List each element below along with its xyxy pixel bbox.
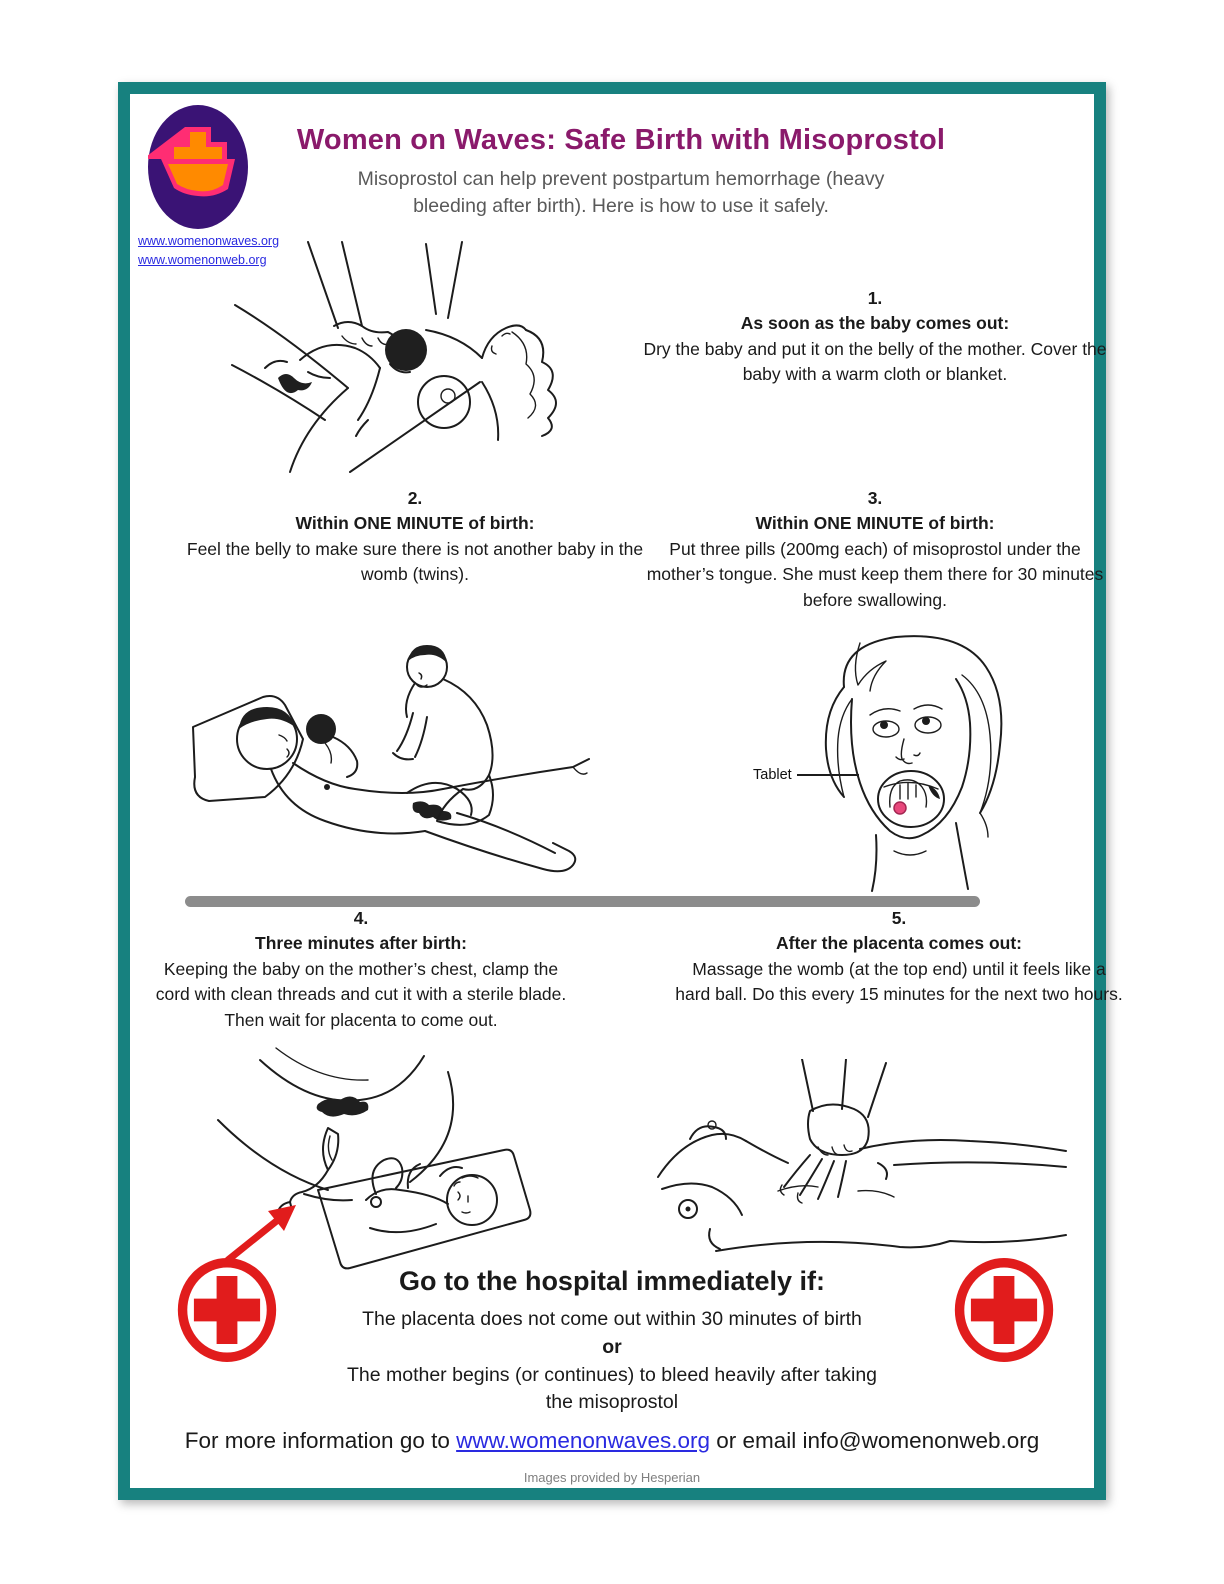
footer-prefix: For more information go to xyxy=(184,1428,457,1453)
red-cross-icon xyxy=(175,1254,279,1366)
page-subtitle xyxy=(266,166,976,221)
step-1-number: 1. xyxy=(867,288,883,308)
step-5-heading: After the placenta comes out: xyxy=(775,933,1023,954)
step-2-heading: Within ONE MINUTE of birth: xyxy=(295,513,535,534)
hospital-alert xyxy=(287,1262,937,1417)
step-5-body: Massage the womb (at the top end) until it feels like a hard ball. Do this every 15 minutes for the next two hours. xyxy=(675,958,1123,1005)
step-4-body: Keeping the baby on the mother’s chest, clamp the cord with clean threads and cut it with a sterile blade. Then wait for placenta to come out. xyxy=(155,958,567,1030)
step-2-number: 2. xyxy=(407,488,423,508)
illustration-massage-womb xyxy=(650,1059,1070,1254)
illustration-clamp-cord xyxy=(200,1042,540,1272)
link-womenonwaves[interactable]: www.womenonwaves.org xyxy=(138,234,280,248)
illustration-feel-belly xyxy=(175,617,600,892)
alert-line-2: The mother begins (or continues) to bleed heavily after taking xyxy=(346,1363,878,1386)
subtitle-line-1: Misoprostol can help prevent postpartum hemorrhage (heavy xyxy=(357,168,885,190)
step-3-number: 3. xyxy=(867,488,883,508)
alert-or: or xyxy=(602,1336,622,1359)
footer-suffix: or email info@womenonweb.org xyxy=(710,1428,1040,1453)
step-4-heading: Three minutes after birth: xyxy=(255,933,467,954)
red-cross-icon xyxy=(952,1254,1056,1366)
alert-line-1: The placenta does not come out within 30 minutes of birth xyxy=(362,1308,862,1331)
page-title: Women on Waves: Safe Birth with Misoprostol xyxy=(296,124,946,156)
flyer-page xyxy=(118,82,1123,1500)
step-3 xyxy=(638,486,1112,613)
step-1-body: Dry the baby and put it on the belly of the mother. Cover the baby with a warm cloth or blanket. xyxy=(643,338,1107,385)
step-3-body: Put three pills (200mg each) of misoprostol under the mother’s tongue. She must keep them there for 30 minutes before swallowing. xyxy=(646,538,1104,610)
illustration-baby-on-belly xyxy=(230,240,570,475)
tablet-label: Tablet xyxy=(753,767,792,783)
step-5-number: 5. xyxy=(891,908,907,928)
image-credit: Images provided by Hesperian xyxy=(523,1470,701,1485)
link-womenonweb[interactable]: www.womenonweb.org xyxy=(138,252,267,267)
step-3-heading: Within ONE MINUTE of birth: xyxy=(755,513,995,534)
alert-heading: Go to the hospital immediately if: xyxy=(398,1266,826,1296)
women-on-waves-logo-icon xyxy=(148,104,248,230)
alert-line-3: the misoprostol xyxy=(545,1391,679,1414)
illustration-tablet-under-tongue xyxy=(748,627,1063,892)
step-1-heading: As soon as the baby comes out: xyxy=(740,313,1010,334)
step-1 xyxy=(635,286,1115,388)
footer-link-womenonwaves[interactable]: www.womenonwaves.org xyxy=(456,1428,710,1453)
step-4-number: 4. xyxy=(353,908,369,928)
subtitle-line-2: bleeding after birth). Here is how to use it safely. xyxy=(413,195,829,218)
step-2 xyxy=(185,486,645,588)
step-5 xyxy=(673,906,1125,1008)
tablet-callout xyxy=(753,767,859,783)
step-2-body: Feel the belly to make sure there is not another baby in the womb (twins). xyxy=(186,538,644,585)
footer-info xyxy=(130,1428,1094,1454)
step-4 xyxy=(145,906,577,1033)
tablet-pointer-line xyxy=(797,774,859,776)
